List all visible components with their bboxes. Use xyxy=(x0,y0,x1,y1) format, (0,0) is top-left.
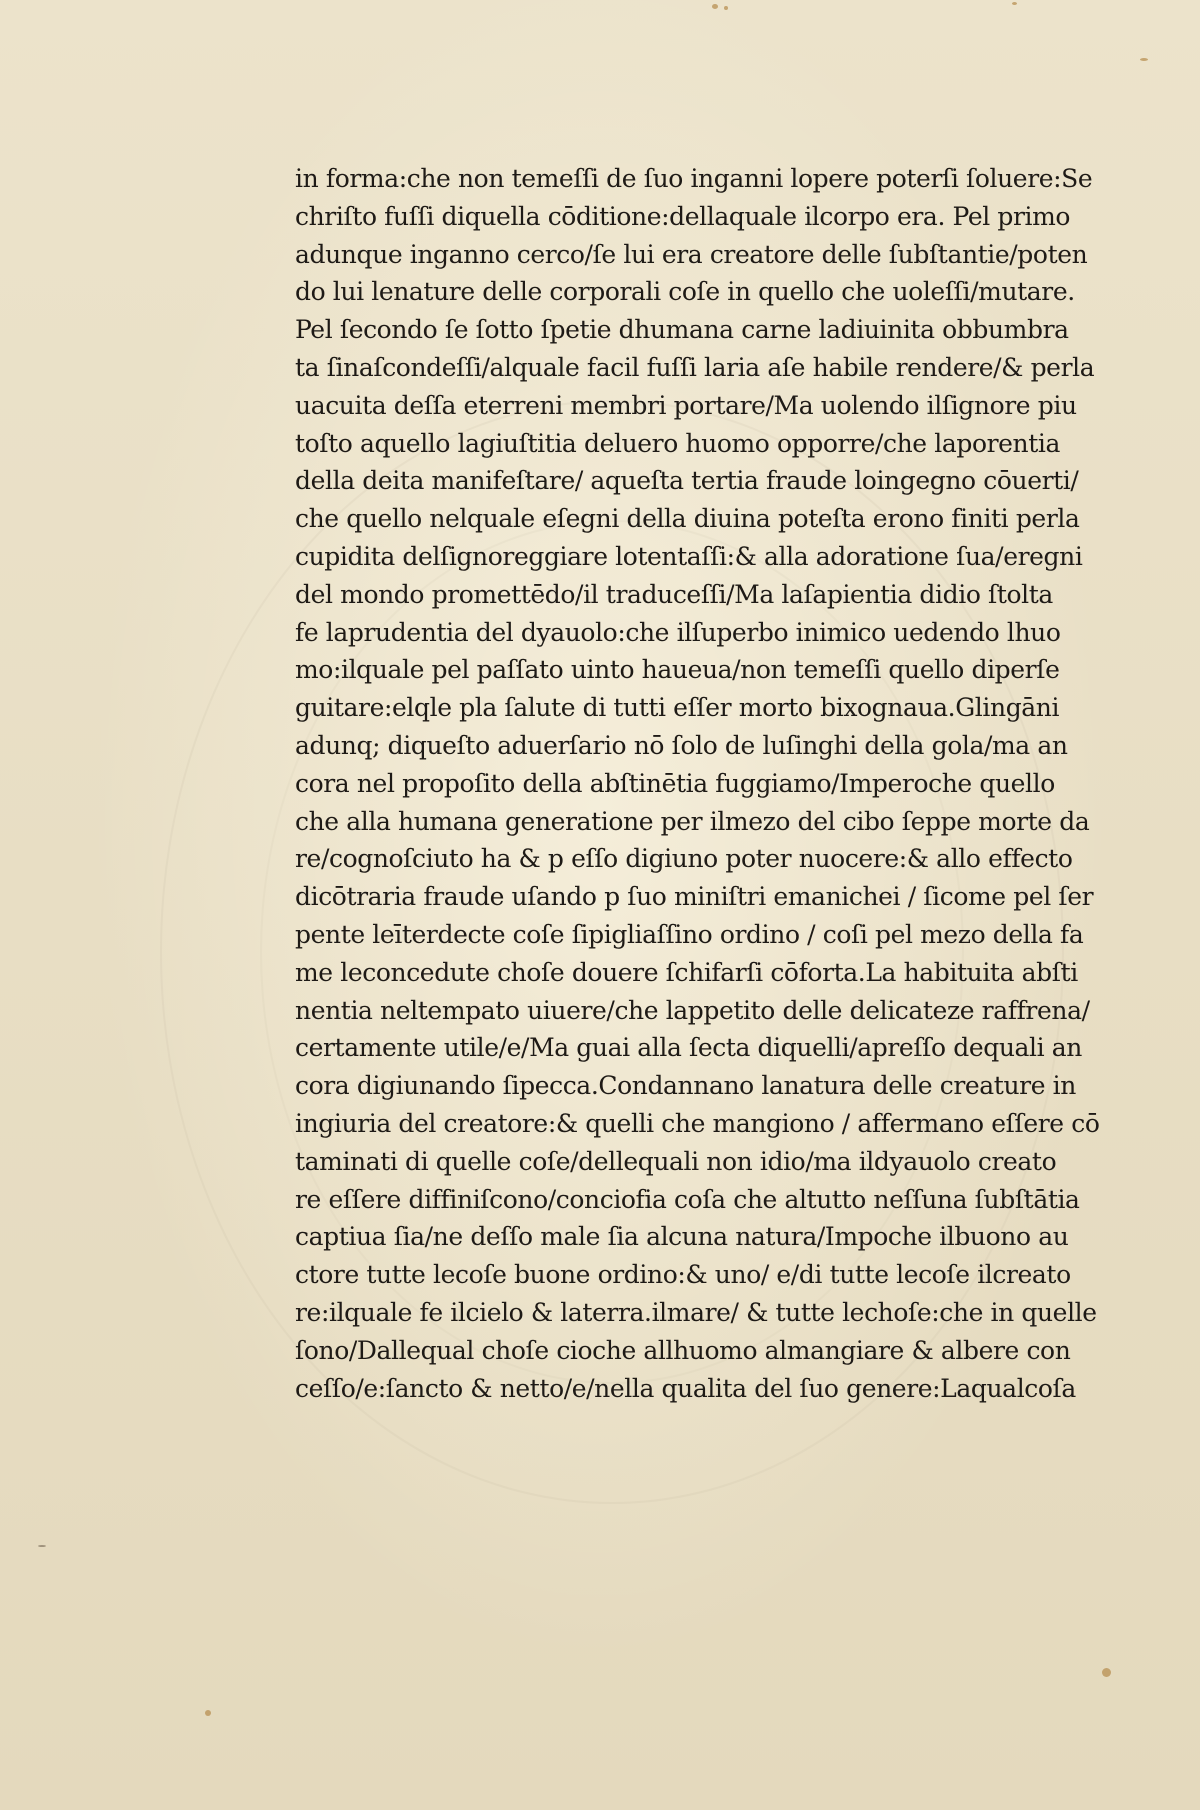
text-line: taminati di quelle coſe/dellequali non idio/ma ildyauolo creato xyxy=(295,1146,1057,1176)
text-line: ceſſo/e:ſancto & netto/e/nella qualita del ſuo genere:Laqualcoſa xyxy=(295,1373,1076,1403)
ink-speck xyxy=(205,1710,211,1716)
text-line: pente leīterdecte coſe ſipigliaſſino ordino / coſi pel mezo della fa xyxy=(295,919,1084,949)
text-line: che alla humana generatione per ilmezo del cibo ſeppe morte da xyxy=(295,806,1090,836)
text-line: in forma:che non temeſſi de ſuo inganni lopere poterſi ſoluere:Se xyxy=(295,164,1093,193)
ink-speck xyxy=(1102,1668,1111,1677)
text-line: ta ſinaſcondeſſi/alquale facil fuſſi laria aſe habile rendere/& perla xyxy=(295,352,1095,382)
text-line: ctore tutte lecoſe buone ordino:& uno/ e/di tutte lecoſe ilcreato xyxy=(295,1260,1071,1290)
text-line: dicōtraria fraude uſando p ſuo miniſtri emanichei / ſicome pel ſer xyxy=(295,882,1094,912)
text-line: chriſto fuſſi diquella cōditione:dellaquale ilcorpo era. Pel primo xyxy=(295,201,1071,231)
ink-speck xyxy=(712,4,718,9)
body-text xyxy=(295,160,1125,1407)
text-line: Pel ſecondo ſe ſotto ſpetie dhumana carne ladiuinita obbumbra xyxy=(295,315,1069,345)
text-line: certamente utile/e/Ma guai alla ſecta diquelli/apreſſo dequali an xyxy=(295,1033,1082,1063)
text-line: adunque inganno cerco/ſe lui era creatore delle ſubſtantie/poten xyxy=(295,239,1088,269)
text-line: guitare:elqle pla ſalute di tutti eſſer morto bixognaua.Glingāni xyxy=(295,693,1060,723)
text-line: fe laprudentia del dyauolo:che ilſuperbo inimico uedendo lhuo xyxy=(295,617,1061,647)
text-line: che quello nelquale eſegni della diuina poteſta erono finiti perla xyxy=(295,504,1080,534)
text-line: do lui lenature delle corporali coſe in quello che uoleſſi/mutare. xyxy=(295,277,1075,307)
ink-speck xyxy=(38,1545,46,1547)
text-line: adunq; diqueſto aduerſario nō ſolo de luſinghi della gola/ma an xyxy=(295,730,1068,760)
ink-speck xyxy=(724,6,728,10)
text-line: re eſſere diffiniſcono/conciofia coſa che altutto neſſuna ſubſtātia xyxy=(295,1184,1080,1214)
ink-speck xyxy=(1140,58,1148,61)
text-line: toſto aquello lagiuſtitia deluero huomo opporre/che laporentia xyxy=(295,428,1060,458)
text-line: uacuita deſſa eterreni membri portare/Ma uolendo ilſignore piu xyxy=(295,390,1077,420)
text-line: del mondo promettēdo/il traduceſſi/Ma laſapientia didio ſtolta xyxy=(295,579,1053,609)
text-line: cora nel propoſito della abſtinētia fuggiamo/Imperoche quello xyxy=(295,768,1055,798)
text-line: cora digiunando ſipecca.Condannano lanatura delle creature in xyxy=(295,1071,1076,1101)
text-line: cupidita delſignoreggiare lotentaſſi:& alla adoratione ſua/eregni xyxy=(295,541,1083,571)
text-line: captiua ſia/ne deſſo male ſia alcuna natura/Impoche ilbuono au xyxy=(295,1222,1069,1252)
text-line: me leconcedute choſe douere ſchifarſi cōforta.La habituita abſti xyxy=(295,957,1078,987)
text-line: re:ilquale fe ilcielo & laterra.ilmare/ & tutte lechoſe:che in quelle xyxy=(295,1297,1097,1327)
text-line: re/cognoſciuto ha & p eſſo digiuno poter nuocere:& allo effecto xyxy=(295,844,1073,874)
text-line: nentia neltempato uiuere/che lappetito delle delicateze raffrena/ xyxy=(295,995,1090,1025)
text-line: mo:ilquale pel paſſato uinto haueua/non temeſſi quello diperſe xyxy=(295,655,1060,685)
text-line: ingiuria del creatore:& quelli che mangiono / affermano eſſere cō xyxy=(295,1108,1100,1138)
text-line: della deita manifeſtare/ aqueſta tertia fraude loingegno cōuerti/ xyxy=(295,466,1079,496)
text-line: ſono/Dallequal choſe cioche allhuomo almangiare & albere con xyxy=(295,1335,1071,1365)
ink-speck xyxy=(1012,2,1017,5)
